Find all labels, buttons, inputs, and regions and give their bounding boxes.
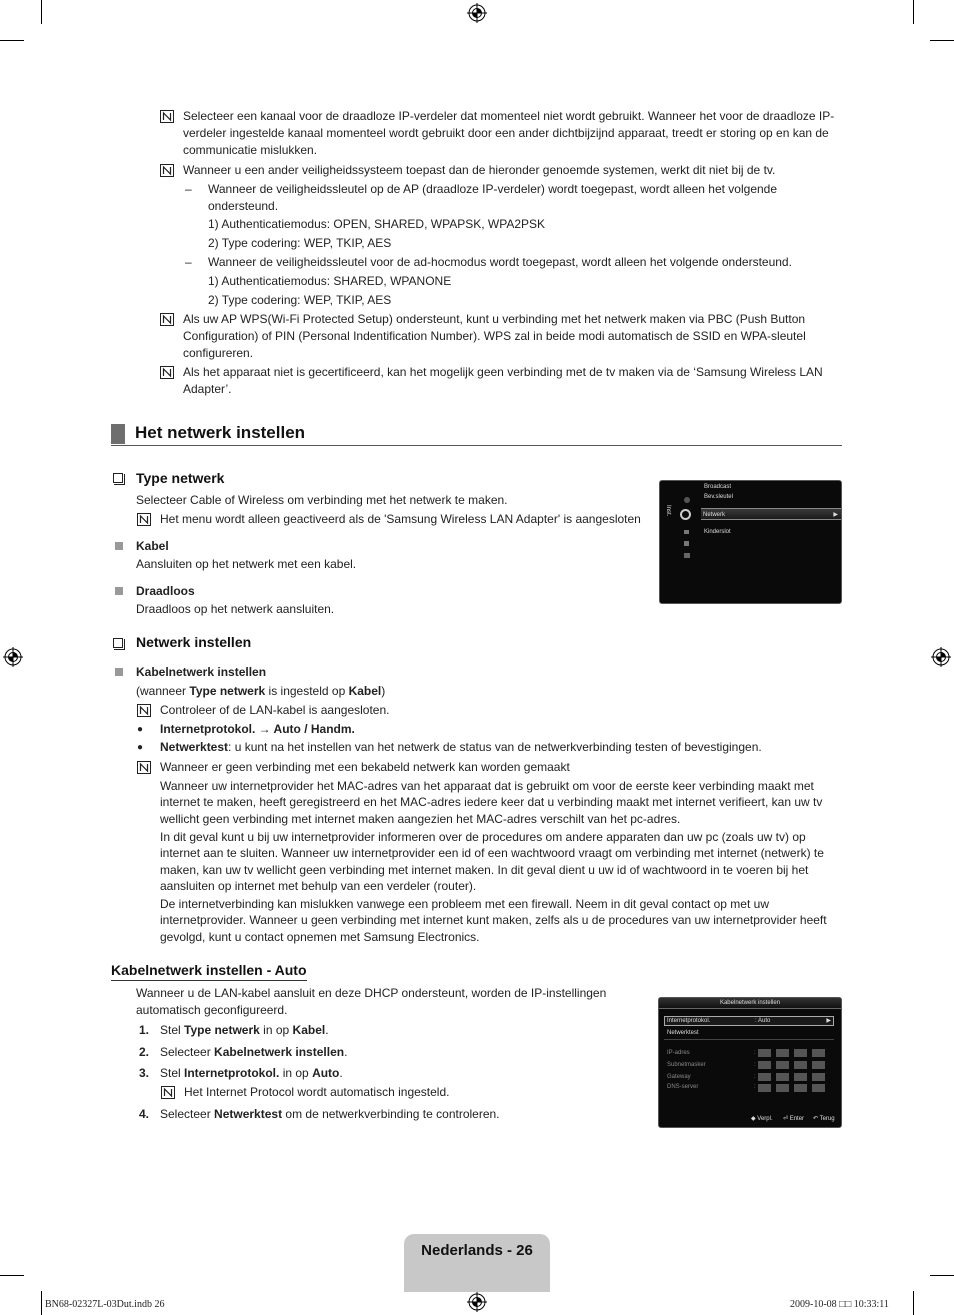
auto-heading: Kabelnetwerk instellen - Auto [111,962,307,981]
osd-item[interactable]: Bev.sleutel [704,494,733,500]
osd-icon [684,497,690,503]
checkbox-bullet-icon [113,638,123,648]
note-icon [160,110,174,123]
dash-bullet: – [185,182,192,196]
section-title: Het netwerk instellen [135,423,306,442]
crop-mark [913,0,914,24]
move-hint: ◆ Verpl. [751,1116,773,1122]
note-text: Als het apparaat niet is gecertificeerd, kan het mogelijk geen verbinding met de tv maken via de ‘Samsung Wireless LAN Adapter’. [183,365,823,396]
auth-mode-line: 1) Authenticatiemodus: OPEN, SHARED, WPAPSK, WPA2PSK [208,217,546,231]
osd-title: Kabelnetwerk instellen [719,1000,781,1006]
crop-mark [0,1275,24,1276]
note-icon [137,513,151,526]
note-text: Als uw AP WPS(Wi-Fi Protected Setup) ondersteunt, kunt u verbinding met het netwerk maken via PBC (Push Button Configuration) of PIN (Personal Indentification Number). WPS zal in beide modi automatisch de SSID en WPA-sleutel configureren. [183,312,806,360]
osd-title-bar [659,998,841,1009]
osd-netwerktest[interactable]: Netwerktest [667,1030,699,1036]
step-text: Selecteer Kabelnetwerk instellen. [160,1045,348,1059]
osd-colon: : [754,1084,756,1090]
right-arrow-icon: ▶ [833,512,838,518]
osd-divider [664,1039,834,1040]
osd-field-label: DNS-server [667,1084,699,1090]
netwerktest-line: Netwerktest: u kunt na het instellen van het netwerk de status van de netwerkverbinding testen of bevestigingen. [160,740,762,754]
tv-kabelnetwerk-screenshot [658,997,842,1128]
osd-side-label: Inst. [665,505,671,517]
square-bullet-icon [115,668,123,676]
bullet-dot: ● [137,724,144,735]
square-bullet-icon [115,587,123,595]
kabel-desc: Aansluiten op het netwerk met een kabel. [136,557,357,571]
auto-desc: Wanneer u de LAN-kabel aansluit en deze DHCP ondersteunt, worden de IP-instellingen automatisch geconfigureerd. [136,986,607,1017]
square-bullet-icon [115,542,123,550]
osd-row-internetprotokol[interactable] [664,1016,834,1026]
type-netwerk-note: Het menu wordt alleen geactiveerd als de 'Samsung Wireless LAN Adapter' is aangesloten [160,512,641,526]
note-icon [160,313,174,326]
note-icon [137,704,151,717]
encryption-line: 2) Type codering: WEP, TKIP, AES [208,293,392,307]
page-number-label: Nederlands - 26 [421,1242,533,1259]
crop-mark [930,40,954,41]
note-text: Selecteer een kanaal voor de draadloze IP-verdeler dat momenteel niet wordt gebruikt. Wanneer het voor de draadloze IP-verdeler ingestelde kanaal momenteel wordt gebruikt door een ander dichtbijzijnd apparaat, treedt er storing op en kan de communicatie mislukken. [183,109,835,157]
mac-paragraph: Wanneer uw internetprovider het MAC-adres van het apparaat dat is gebruikt om voor de eerste keer verbinding maakt met internet te maken, heeft geregistreerd en het MAC-adres iedere keer dat u verbinding maakt met internet verifieert, kan uw tv wellicht geen verbinding met internet maken aangezien het MAC-adres verschilt van het pc-adres. [160,779,823,826]
right-arrow-icon: ▶ [826,1018,831,1024]
checkbox-bullet-icon [113,473,123,483]
print-datetime: 2009-10-08 □□ 10:33:11 [790,1299,889,1310]
osd-icon [684,553,690,558]
encryption-line: 2) Type codering: WEP, TKIP, AES [208,236,392,250]
connection-fail-note: Wanneer er geen verbinding met een bekabeld netwerk kan worden gemaakt [160,760,570,774]
osd-item-netwerk: Netwerk [703,512,726,518]
type-netwerk-heading: Type netwerk [136,470,225,486]
provider-paragraph: In dit geval kunt u bij uw internetprovider informeren over de procedures om andere apparaten dan uw pc (zoals uw tv) op internet aan te sluiten. Wanneer uw internetprovider een id of een wachtwoord vraagt om verbinding met internet (netwerk) te maken, kan uw tv wellicht geen verbinding met internet maken. In dit geval dient u uw id of wachtwoord in te voeren bij het aansluiten op internet met behulp van een verdeler (router). [160,830,824,894]
step-text: Stel Type netwerk in op Kabel. [160,1023,329,1037]
osd-field-label: IP-adres [667,1050,690,1056]
note-text: Wanneer u een ander veiligheidssysteem toepast dan de hieronder genoemde systemen, werkt dit niet bij de tv. [183,163,776,177]
registration-mark-icon [931,647,951,667]
osd-field-label: Subnetmasker [667,1062,706,1068]
condition-text: (wanneer Type netwerk is ingesteld op Kabel) [136,684,386,698]
crop-mark [930,1275,954,1276]
osd-row-label: Internetprotokol. [667,1018,711,1024]
osd-icon [684,530,689,534]
dash-bullet: – [185,255,192,269]
step-number: 1. [139,1023,150,1037]
step-text: Stel Internetprotokol. in op Auto. [160,1066,343,1080]
page-footer-tab [404,1234,550,1292]
osd-row-value: : Auto [755,1018,771,1024]
settings-gear-icon [680,509,691,520]
step3-note: Het Internet Protocol wordt automatisch ingesteld. [184,1085,450,1099]
crop-mark [913,1291,914,1315]
osd-item[interactable]: Kinderslot [704,529,731,535]
osd-icon [684,541,689,546]
print-file-info: BN68-02327L-03Dut.indb 26 [45,1299,165,1310]
note-icon [160,366,174,379]
note-icon [161,1086,175,1099]
osd-colon: : [754,1050,756,1056]
registration-mark-icon [467,3,487,23]
note-icon [160,164,174,177]
firewall-paragraph: De internetverbinding kan mislukken vanwege een probleem met een firewall. Neem in dit geval contact op met uw internetprovider. Wanneer u geen verbinding met internet kunt maken, zelfs als u de procedures van uw internetprovider heeft gevolgd, kunt u contact opnemen met Samsung Electronics. [160,897,827,944]
crop-mark [0,40,24,41]
crop-mark [41,0,42,24]
dash-text: Wanneer de veiligheidssleutel voor de ad-hocmodus wordt toegepast, wordt alleen het volgende ondersteund. [208,255,792,269]
type-netwerk-desc: Selecteer Cable of Wireless om verbinding met het netwerk te maken. [136,493,508,507]
osd-item[interactable]: Broadcast [704,484,732,490]
kabel-title: Kabel [136,539,169,553]
step-number: 3. [139,1066,150,1080]
bullet-dot: ● [137,742,144,753]
dash-text: Wanneer de veiligheidssleutel op de AP (draadloze IP-verdeler) wordt toegepast, wordt alleen het volgende ondersteund. [208,182,778,213]
crop-mark [41,1291,42,1315]
section-title-bar [111,422,842,446]
osd-field-label: Gateway [667,1074,691,1080]
draadloos-desc: Draadloos op het netwerk aansluiten. [136,602,335,616]
registration-mark-icon [467,1292,487,1312]
netwerk-instellen-heading: Netwerk instellen [136,634,252,650]
auth-mode-line: 1) Authenticatiemodus: SHARED, WPANONE [208,274,452,288]
internetprotokol-line: Internetprotokol. → Auto / Handm. [160,722,355,736]
osd-colon: : [754,1074,756,1080]
kabelnetwerk-title: Kabelnetwerk instellen [136,665,267,679]
registration-mark-icon [3,647,23,667]
osd-item-highlight[interactable] [701,508,841,520]
lan-note: Controleer of de LAN-kabel is aangesloten. [160,703,390,717]
section-accent-block [111,424,125,444]
enter-hint: ⏎ Enter [783,1116,805,1122]
back-hint: ↶ Terug [813,1116,835,1122]
draadloos-title: Draadloos [136,584,195,598]
osd-colon: : [754,1062,756,1068]
step-text: Selecteer Netwerktest om de netwerkverbinding te controleren. [160,1107,500,1121]
step-number: 2. [139,1045,150,1059]
note-icon [137,761,151,774]
step-number: 4. [139,1107,150,1121]
tv-menu-screenshot [659,480,842,604]
osd-ip-grid [758,1049,826,1094]
